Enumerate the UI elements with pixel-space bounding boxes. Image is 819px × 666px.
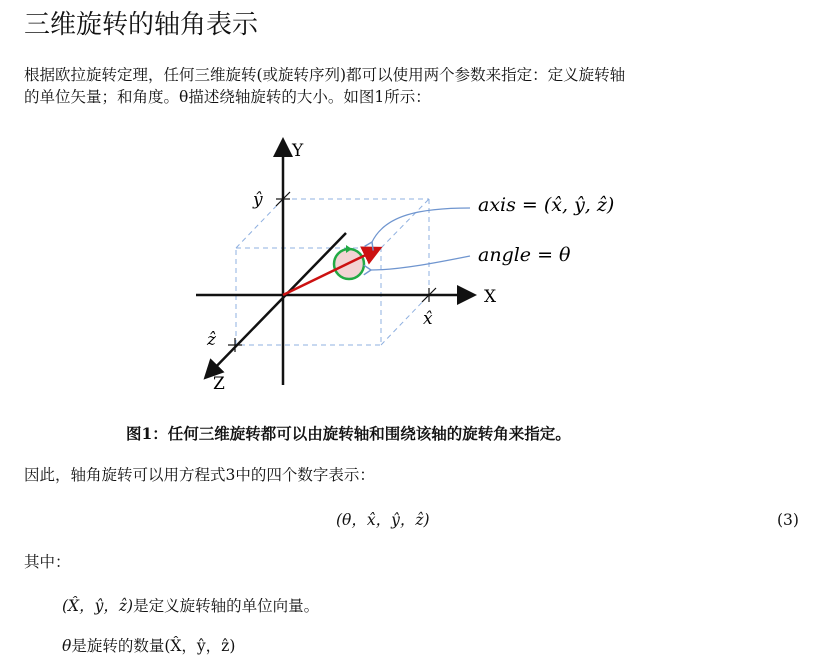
- axis-label: axis = (x̂, ŷ, ẑ): [478, 194, 615, 216]
- rotation-diagram: [0, 130, 819, 400]
- z-axis: [207, 233, 346, 376]
- axis-vector: [283, 249, 378, 295]
- intro-line-1: 根据欧拉旋转定理，任何三维旋转(或旋转序列)都可以使用两个参数来指定：定义旋转轴: [24, 66, 626, 84]
- paragraph-2: 因此，轴角旋转可以用方程式3中的四个数字表示：: [24, 466, 375, 484]
- angle-label: angle = θ: [478, 244, 571, 266]
- definition-math: (X̂，ŷ，ẑ): [62, 597, 134, 615]
- z-axis-label: Z: [213, 374, 225, 394]
- definition-1: [62, 595, 319, 617]
- equation: (θ，x̂，ŷ，ẑ): [336, 511, 430, 529]
- x-axis-label: X: [484, 287, 497, 307]
- figure-caption: 图1：任何三维旋转都可以由旋转轴和围绕该轴的旋转角来指定。: [126, 424, 571, 443]
- definition-text: 是旋转的数量(X̂，ŷ，ẑ): [71, 637, 236, 655]
- y-tick-label: ŷ: [253, 190, 263, 210]
- page-title: 三维旋转的轴角表示: [24, 10, 259, 40]
- where-label: 其中：: [24, 553, 71, 571]
- definition-math: θ: [62, 637, 72, 655]
- definition-2: [62, 635, 235, 657]
- z-tick-label: ẑ: [207, 330, 216, 350]
- y-axis-label: Y: [292, 141, 304, 161]
- definition-text: 是定义旋转轴的单位向量。: [133, 597, 320, 615]
- equation-number: (3): [777, 511, 799, 529]
- x-tick-label: x̂: [423, 309, 433, 329]
- intro-line-2: 的单位矢量；和角度。θ描述绕轴旋转的大小。如图1所示：: [24, 88, 431, 106]
